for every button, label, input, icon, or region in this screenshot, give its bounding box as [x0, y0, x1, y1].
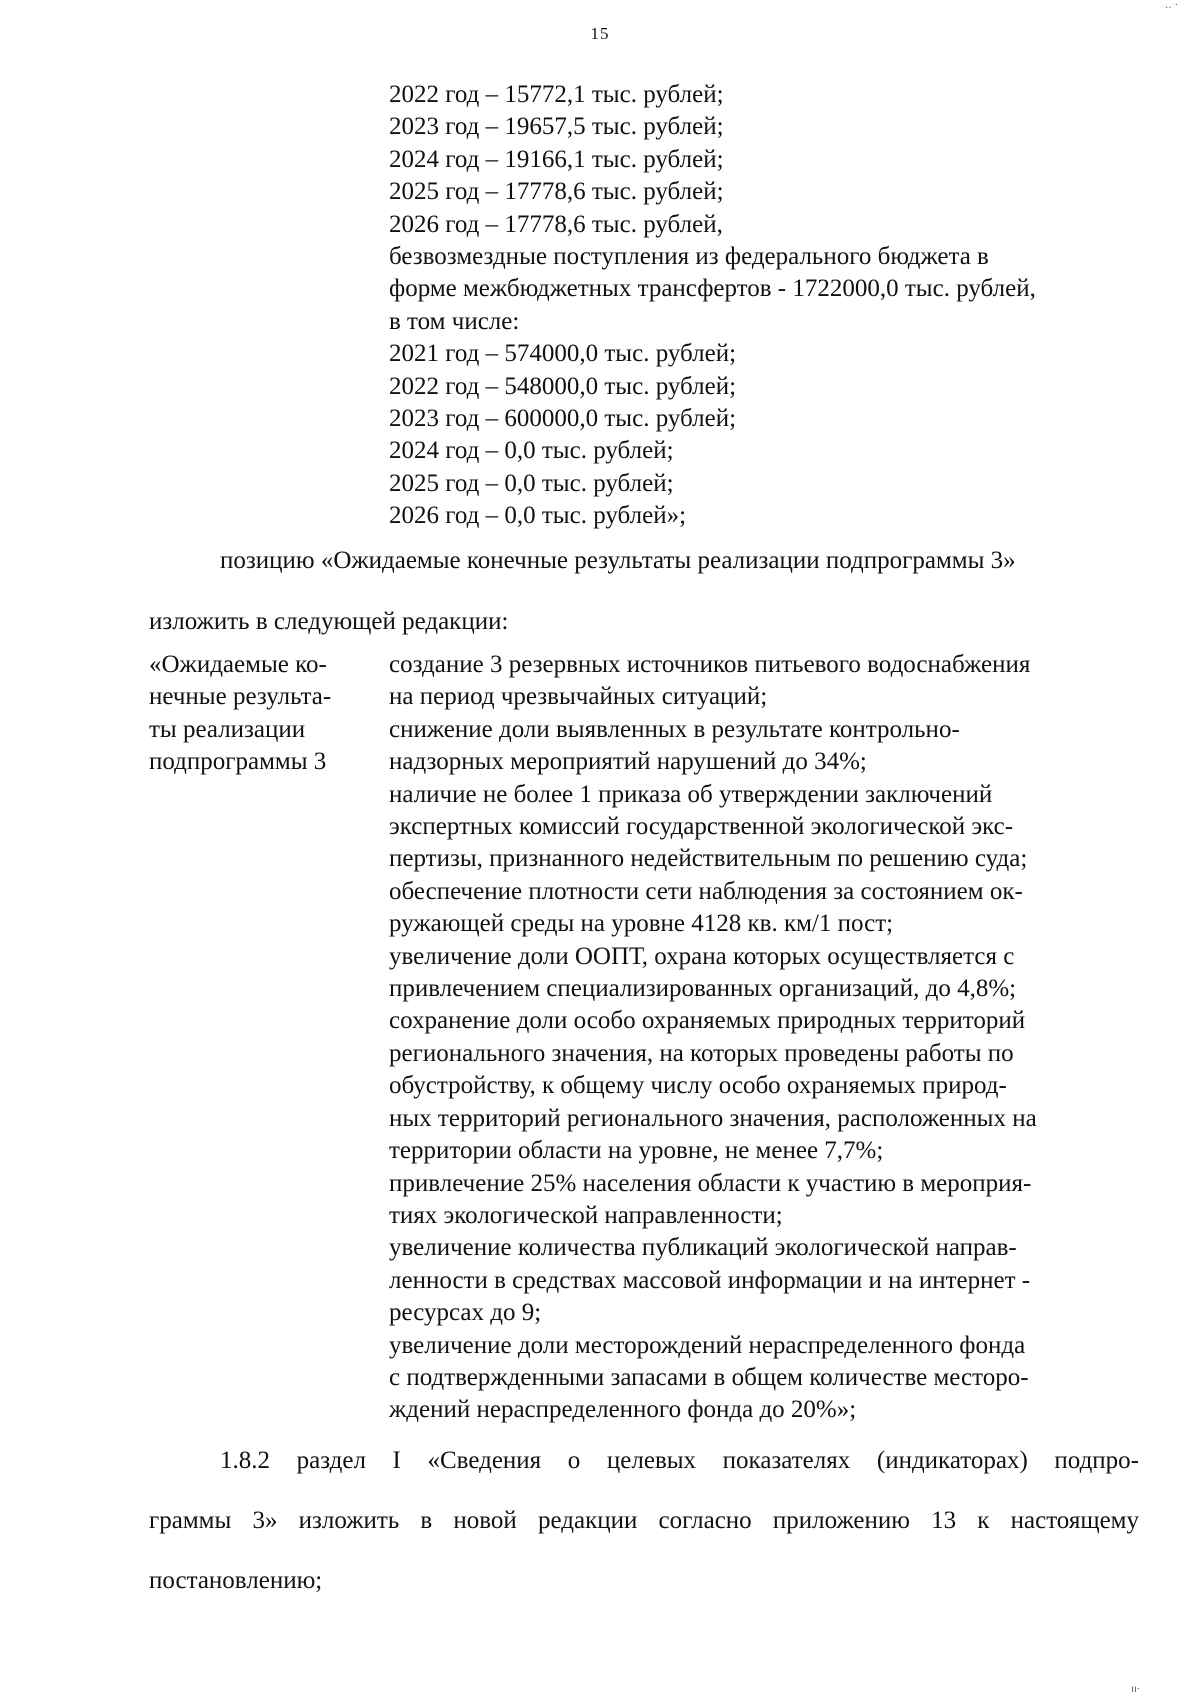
results-content-column	[389, 649, 1159, 1427]
budget-line-6: безвозмездные поступления из федерального бюджета в	[389, 243, 989, 271]
results-content-line-7: пертизы, признанного недействительным по решению суда;	[389, 845, 1028, 873]
budget-line-2: 2023 год – 19657,5 тыс. рублей;	[389, 113, 724, 141]
section-paragraph-line-3: постановлению;	[149, 1567, 323, 1594]
budget-line-7: форме межбюджетных трансфертов - 1722000,0 тыс. рублей,	[389, 275, 1036, 303]
budget-line-11: 2023 год – 600000,0 тыс. рублей;	[389, 405, 737, 433]
results-content-line-15: ных территорий регионального значения, расположенных на	[389, 1104, 1037, 1132]
results-content-line-18: тиях экологической направленности;	[389, 1201, 783, 1229]
results-content-line-14: обустройству, к общему числу особо охраняемых природ-	[389, 1072, 1007, 1100]
results-label-column	[149, 649, 369, 779]
results-content-line-3: снижение доли выявленных в результате контрольно-	[389, 715, 960, 743]
results-content-line-5: наличие не более 1 приказа об утверждении заключений	[389, 780, 993, 808]
results-content-line-22: увеличение доли месторождений нераспределенного фонда	[389, 1331, 1026, 1359]
section-paragraph-line-1: 1.8.2 раздел I «Сведения о целевых показателях (индикаторах) подпро-	[220, 1447, 1139, 1474]
results-content-line-16: территории области на уровне, не менее 7,7%;	[389, 1137, 884, 1165]
position-paragraph-line-2: изложить в следующей редакции:	[149, 608, 509, 635]
results-label-line-1: «Ожидаемые ко-	[149, 651, 327, 678]
results-content-line-17: привлечение 25% населения области к участию в мероприя-	[389, 1169, 1032, 1197]
results-content-line-10: увеличение доли ООПТ, охрана которых осуществляется с	[389, 942, 1015, 970]
results-content-line-2: на период чрезвычайных ситуаций;	[389, 683, 768, 711]
results-content-line-8: обеспечение плотности сети наблюдения за состоянием ок-	[389, 877, 1023, 905]
budget-line-5: 2026 год – 17778,6 тыс. рублей,	[389, 210, 723, 238]
results-content-line-21: ресурсах до 9;	[389, 1299, 542, 1327]
section-paragraph	[149, 1431, 1139, 1611]
position-paragraph-line-1: позицию «Ожидаемые конечные результаты реализации подпрограммы 3»	[220, 547, 1016, 574]
results-label-line-4: подпрограммы 3	[149, 748, 327, 776]
budget-line-8: в том числе:	[389, 307, 520, 335]
budget-line-9: 2021 год – 574000,0 тыс. рублей;	[389, 340, 737, 368]
budget-line-12: 2024 год – 0,0 тыс. рублей;	[389, 437, 674, 465]
results-content-line-9: ружающей среды на уровне 4128 кв. км/1 пост;	[389, 910, 894, 938]
results-content-line-13: регионального значения, на которых проведены работы по	[389, 1039, 1014, 1067]
results-label-line-2: нечные результа-	[149, 683, 332, 711]
scan-mark-bottom-right: ıı·	[1131, 1684, 1140, 1695]
results-label-line-3: ты реализации	[149, 715, 306, 743]
budget-line-13: 2025 год – 0,0 тыс. рублей;	[389, 469, 674, 497]
scan-mark-top-right: ‥ ·	[1164, 0, 1178, 11]
results-content-line-12: сохранение доли особо охраняемых природных территорий	[389, 1007, 1026, 1035]
results-content-line-19: увеличение количества публикаций экологической направ-	[389, 1234, 1017, 1262]
budget-lines-block	[389, 79, 1149, 533]
results-content-line-6: экспертных комиссий государственной экологической экс-	[389, 813, 1014, 841]
budget-line-4: 2025 год – 17778,6 тыс. рублей;	[389, 178, 724, 206]
results-content-line-20: ленности в средствах массовой информации и на интернет -	[389, 1266, 1031, 1294]
budget-line-14: 2026 год – 0,0 тыс. рублей»;	[389, 502, 687, 530]
budget-line-3: 2024 год – 19166,1 тыс. рублей;	[389, 145, 724, 173]
position-paragraph	[149, 530, 1139, 652]
results-content-line-23: с подтвержденными запасами в общем количестве месторо-	[389, 1363, 1029, 1391]
page-number: 15	[590, 24, 610, 43]
budget-line-10: 2022 год – 548000,0 тыс. рублей;	[389, 372, 737, 400]
results-content-line-24: ждений нераспределенного фонда до 20%»;	[389, 1396, 857, 1424]
budget-line-1: 2022 год – 15772,1 тыс. рублей;	[389, 81, 724, 108]
results-content-line-4: надзорных мероприятий нарушений до 34%;	[389, 748, 867, 776]
section-paragraph-line-2: граммы 3» изложить в новой редакции согласно приложению 13 к настоящему	[149, 1507, 1139, 1534]
results-content-line-11: привлечением специализированных организаций, до 4,8%;	[389, 975, 1017, 1003]
results-content-line-1: создание 3 резервных источников питьевого водоснабжения	[389, 651, 1031, 678]
